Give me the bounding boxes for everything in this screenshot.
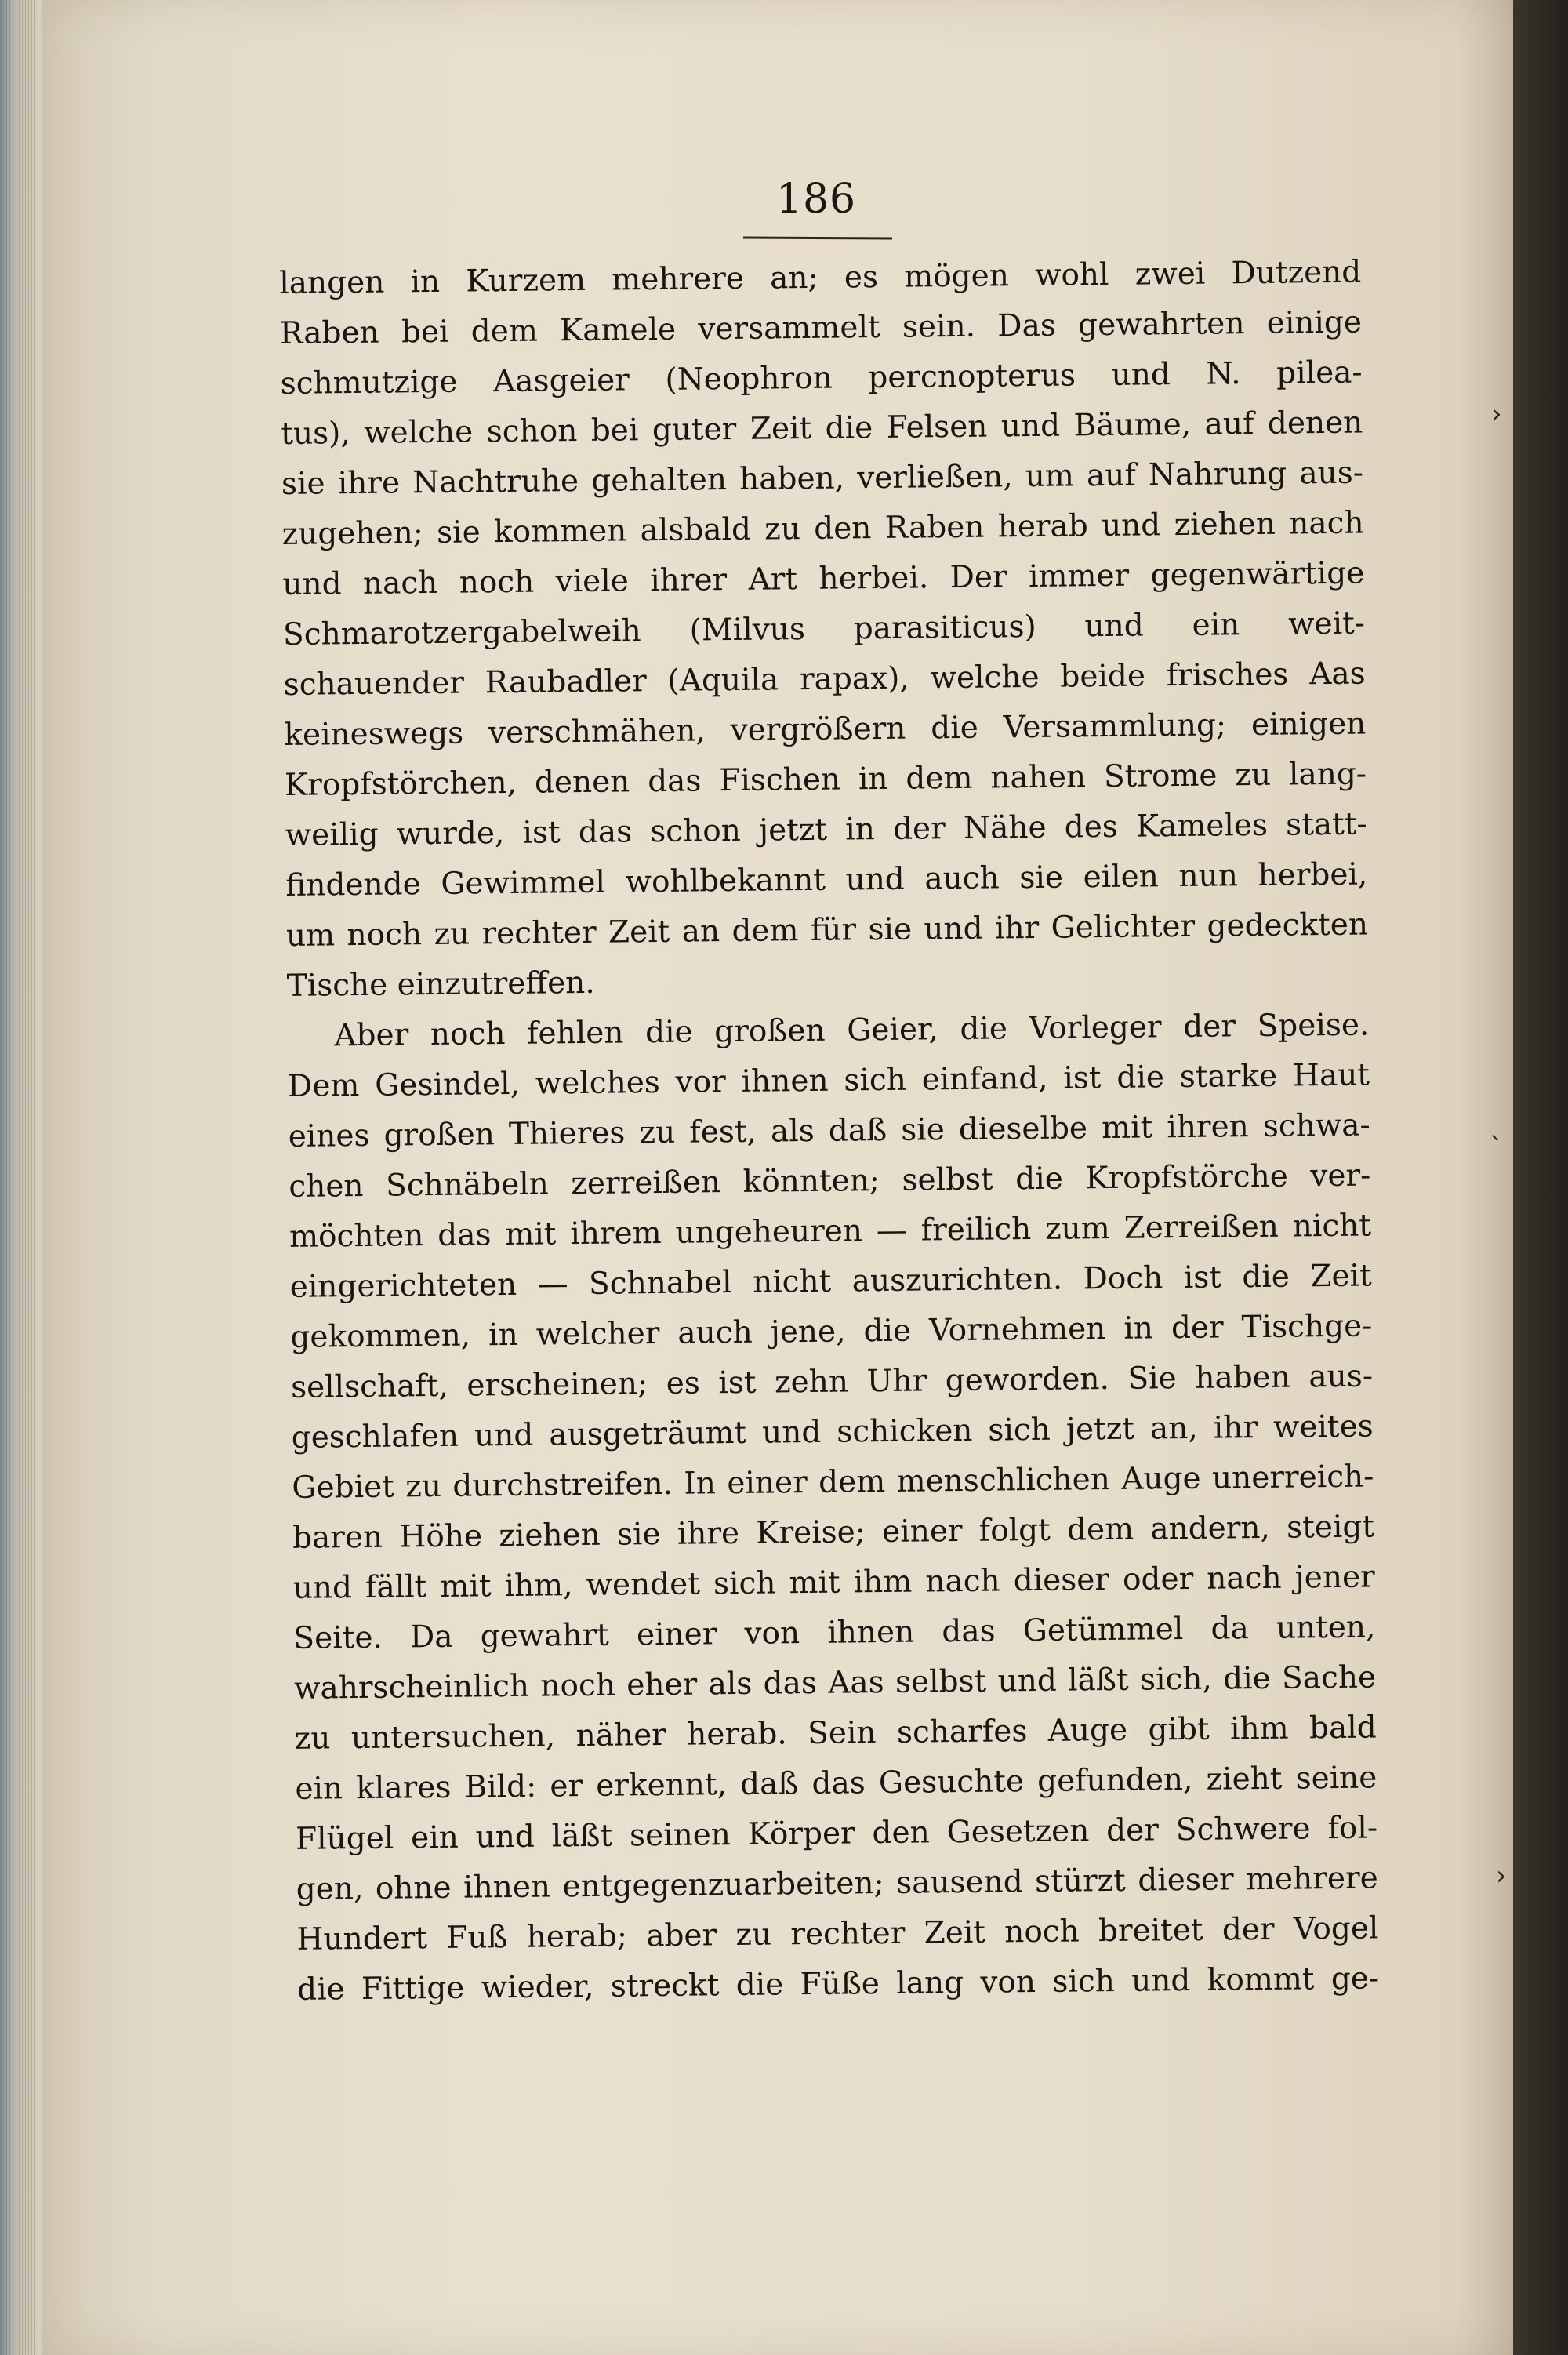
text-line: zugehen; sie kommen alsbald zu den Raben herab und ziehen nach [281, 505, 1364, 552]
text-line: um noch zu rechter Zeit an dem für sie und ihr Gelichter gedeckten [285, 907, 1369, 954]
margin-pencil-mark: ˋ [1490, 1132, 1503, 1164]
text-line: Flügel ein und läßt seinen Körper den Gesetzen der Schwere fol- [295, 1810, 1378, 1857]
page-number: 186 [775, 176, 857, 223]
body-text [279, 248, 1379, 2015]
text-line: geschlafen und ausgeträumt und schicken sich jetzt an, ihr weites [291, 1408, 1374, 1456]
book-cover-edge-right [1513, 0, 1568, 2355]
text-line: tus), welche schon bei guter Zeit die Felsen und Bäume, auf denen [281, 405, 1363, 452]
text-line: wahrscheinlich noch eher als das Aas selbst und läßt sich, die Sache [293, 1659, 1377, 1706]
text-line: möchten das mit ihrem ungeheuren — freilich zum Zerreißen nicht [289, 1208, 1372, 1255]
text-line: Raben bei dem Kamele versammelt sein. Das gewahrten einige [279, 304, 1363, 351]
text-line: Schmarotzergabelweih (Milvus parasiticus) und ein weit- [282, 605, 1366, 652]
text-line: zu untersuchen, näher herab. Sein scharfes Auge gibt ihm bald [294, 1710, 1377, 1757]
text-line: eingerichteten — Schnabel nicht auszurichten. Doch ist die Zeit [289, 1258, 1372, 1305]
text-line: chen Schnäbeln zerreißen könnten; selbst die Kropfstörche ver- [289, 1158, 1371, 1205]
text-line: baren Höhe ziehen sie ihre Kreise; einer folgt dem andern, steigt [292, 1509, 1375, 1556]
text-line: schauender Raubadler (Aquila rapax), welche beide frisches Aas [283, 656, 1366, 703]
text-line: schmutzige Aasgeier (Neophron percnopterus und N. pilea- [280, 354, 1363, 402]
text-line: die Fittige wieder, streckt die Füße lang von sich und kommt ge- [296, 1961, 1380, 2008]
text-line: findende Gewimmel wohlbekannt und auch sie eilen nun herbei, [285, 856, 1368, 903]
text-line: Seite. Da gewahrt einer von ihnen das Getümmel da unten, [293, 1609, 1376, 1656]
text-line: langen in Kurzem mehrere an; es mögen wohl zwei Dutzend [279, 254, 1362, 301]
text-line: ein klares Bild: er erkennt, daß das Gesuchte gefunden, zieht seine [295, 1760, 1377, 1807]
margin-pencil-mark: › [1496, 1860, 1507, 1892]
text-line: Gebiet zu durchstreifen. In einer dem menschlichen Auge unerreich- [292, 1459, 1374, 1506]
text-line: eines großen Thieres zu fest, als daß sie dieselbe mit ihren schwa- [288, 1107, 1370, 1154]
text-line: Aber noch fehlen die großen Geier, die Vorleger der Speise. [334, 1007, 1370, 1054]
text-line: Hundert Fuß herab; aber zu rechter Zeit noch breitet der Vogel [296, 1910, 1379, 1957]
text-line: gekommen, in welcher auch jene, die Vornehmen in der Tischge- [290, 1308, 1373, 1355]
text-line: sie ihre Nachtruhe gehalten haben, verließen, um auf Nahrung aus- [281, 455, 1364, 502]
text-line: sellschaft, erscheinen; es ist zehn Uhr geworden. Sie haben aus- [290, 1358, 1374, 1405]
text-line: und nach noch viele ihrer Art herbei. Der immer gegenwärtige [282, 555, 1365, 602]
margin-pencil-mark: › [1491, 398, 1502, 430]
text-line: Kropfstörchen, denen das Fischen in dem nahen Strome zu lang- [284, 756, 1367, 803]
text-line: Tische einzutreffen. [286, 965, 595, 1004]
text-line: weilig wurde, ist das schon jetzt in der Nähe des Kameles statt- [285, 806, 1367, 853]
text-line: Dem Gesindel, welches vor ihnen sich einfand, ist die starke Haut [287, 1057, 1370, 1104]
text-line: und fällt mit ihm, wendet sich mit ihm nach dieser oder nach jener [292, 1559, 1375, 1606]
text-line: gen, ohne ihnen entgegenzuarbeiten; sausend stürzt dieser mehrere [296, 1860, 1378, 1907]
text-line: keineswegs verschmähen, vergrößern die Versammlung; einigen [284, 706, 1367, 753]
